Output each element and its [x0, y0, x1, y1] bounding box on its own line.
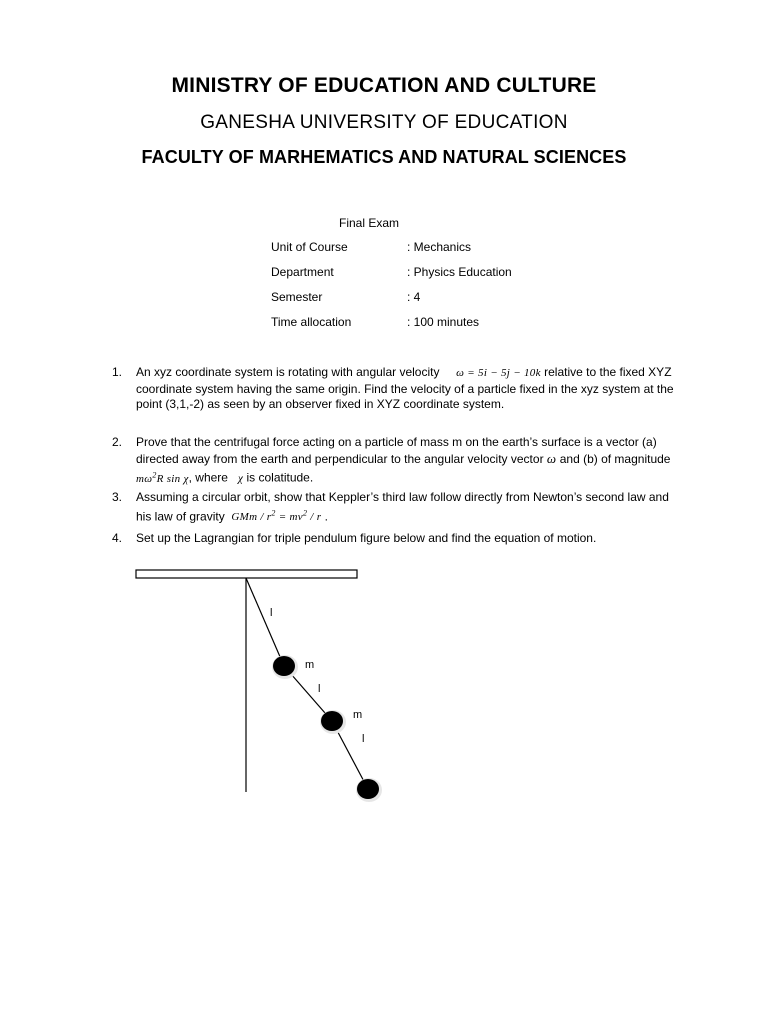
info-label: Semester	[271, 290, 323, 304]
info-label: Time allocation	[271, 315, 352, 329]
question-number: 2.	[112, 435, 123, 449]
question-text: An xyz coordinate system is rotating with angular velocity	[136, 365, 440, 379]
formula-part: = mv	[275, 511, 303, 524]
mass-label-1: m	[305, 659, 315, 671]
pendulum-bob-2	[321, 711, 343, 731]
info-label: Department	[271, 265, 334, 279]
pendulum-support-bar	[136, 570, 357, 578]
question-number: 3.	[112, 490, 123, 504]
formula-part: GMm / r	[231, 511, 272, 524]
question-text: Set up the Lagrangian for triple pendulum figure below and find the equation of motion.	[136, 531, 597, 545]
formula-exponent: 2	[302, 508, 308, 518]
formula-part: / r	[307, 511, 322, 524]
omega-symbol: ω	[546, 450, 557, 466]
pendulum-bob-3	[357, 779, 379, 799]
pendulum-bob-1	[273, 656, 295, 676]
mass-label-2: m	[353, 709, 363, 721]
question-text: .	[324, 509, 328, 524]
question-number: 1.	[112, 365, 123, 379]
university-title: GANESHA UNIVERSITY OF EDUCATION	[200, 112, 568, 133]
length-label-2: l	[318, 683, 321, 695]
question-text: Prove that the centrifugal force acting on a particle of mass m on the earth’s surface is a vector (a) directed away from the earth and perpendicular to the angular velocity vector	[136, 435, 657, 466]
question-text: is colatitude.	[246, 470, 314, 485]
question-number: 4.	[112, 531, 123, 545]
formula-exponent: 2	[271, 508, 276, 518]
info-label: Unit of Course	[271, 240, 348, 254]
question-text: relative to the fixed XYZ coordinate system having the same origin. Find the velocity of a particle fixed in the xyz system at the point (3,1,-2) as seen by an observer fixed in XYZ coordinate system.	[136, 365, 674, 411]
info-value: : 4	[407, 290, 421, 304]
chi-symbol: χ	[238, 472, 244, 485]
ministry-title: MINISTRY OF EDUCATION AND CULTURE	[171, 74, 597, 97]
length-label-3: l	[362, 733, 365, 745]
info-value: : 100 minutes	[407, 315, 480, 329]
angular-velocity-formula: ω = 5i − 5j − 10k	[456, 367, 541, 379]
formula-part: R sin χ	[156, 472, 189, 485]
exam-title: Final Exam	[338, 216, 400, 230]
formula-part: mω	[136, 472, 153, 485]
info-value: : Physics Education	[407, 265, 512, 279]
question-text: Assuming a circular orbit, show that Keppler’s third law follow directly from Newton’s second law and his law of gravity	[136, 490, 669, 524]
info-value: : Mechanics	[407, 240, 472, 254]
length-label-1: l	[270, 607, 273, 619]
faculty-title: FACULTY OF MARHEMATICS AND NATURAL SCIENCES	[141, 147, 627, 167]
question-text: , where	[188, 470, 228, 485]
formula-exponent: 2	[152, 470, 157, 479]
pendulum-rod-1	[246, 578, 284, 666]
question-text: and (b) of magnitude	[559, 451, 671, 466]
